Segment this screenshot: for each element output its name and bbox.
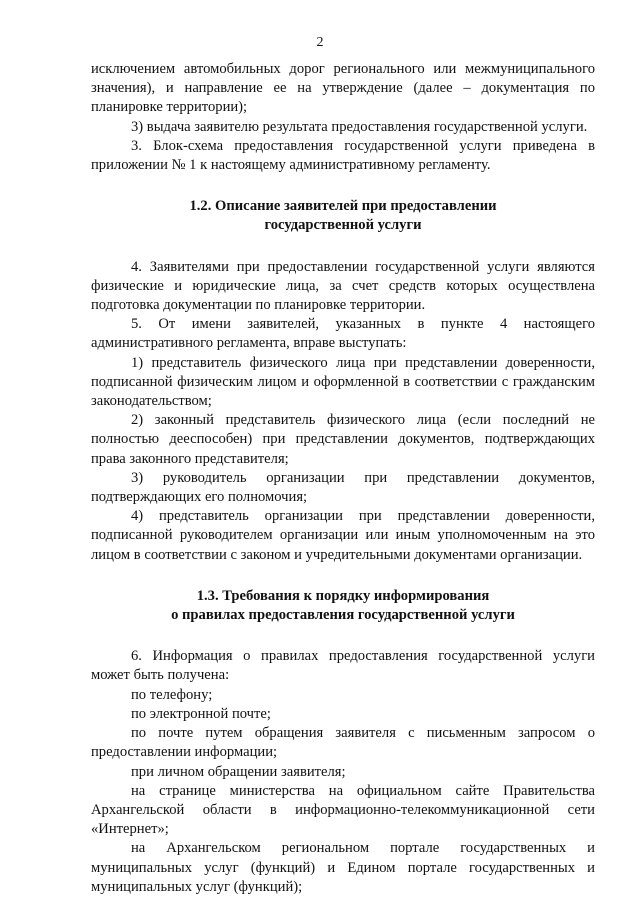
- section-heading-line: 1.3. Требования к порядку информирования: [196, 587, 490, 604]
- paragraph: 1) представитель физического лица при представлении доверенности, подписанной физическим лицом и оформленной в соответствии с гражданским законодательством;: [91, 354, 595, 410]
- page-number: 2: [316, 35, 324, 50]
- paragraph: по электронной почте;: [131, 705, 271, 722]
- paragraph: по почте путем обращения заявителя с письменным запросом о предоставлении информации;: [91, 725, 595, 761]
- section-heading-1-3: [91, 587, 595, 625]
- paragraph: по телефону;: [131, 686, 213, 703]
- paragraph: 3. Блок-схема предоставления государственной услуги приведена в приложении № 1 к настоящему административному регламенту.: [91, 137, 595, 174]
- section-heading-line: 1.2. Описание заявителей при предоставлении: [189, 198, 497, 215]
- paragraph: 3) руководитель организации при представлении документов, подтверждающих его полномочия;: [91, 469, 595, 506]
- section-body-1-2: [91, 258, 595, 565]
- paragraph: 6. Информация о правилах предоставления государственной услуги может быть получена:: [91, 648, 595, 684]
- section-heading-1-2: [91, 197, 595, 235]
- paragraph: 5. От имени заявителей, указанных в пункте 4 настоящего административного регламента, вправе выступать:: [91, 316, 595, 352]
- paragraph: на Архангельском региональном портале государственных и муниципальных услуг (функций) и Едином портале государственных и муниципальных услуг (функций);: [91, 840, 595, 895]
- paragraph: 4. Заявителями при предоставлении государственной услуги являются физические и юридические лица, за счет средств которых осуществлена подготовка документации по планировке территории.: [91, 258, 595, 314]
- paragraph: 3) выдача заявителю результата предоставления государственной услуги.: [131, 118, 588, 135]
- paragraph: 4) представитель организации при представлении доверенности, подписанной руководителем организации или иным уполномоченным на это лицом в соответствии с законом и учредительными документами организации.: [91, 508, 595, 563]
- section-body-1-3: [91, 647, 595, 897]
- document-body: [91, 60, 595, 897]
- paragraph: на странице министерства на официальном сайте Правительства Архангельской области в информационно-телекоммуникационной сети «Интернет»;: [91, 782, 595, 838]
- section-heading-line: о правилах предоставления государственной услуги: [171, 607, 515, 624]
- section-heading-line: государственной услуги: [264, 217, 422, 234]
- paragraph: исключением автомобильных дорог регионального или межмуниципального значения), и направление ее на утверждение (далее – документация по планировке территории);: [91, 61, 595, 116]
- paragraph: 2) законный представитель физического лица (если последний не полностью дееспособен) при представлении документов, подтверждающих права законного представителя;: [91, 412, 595, 467]
- paragraph: при личном обращении заявителя;: [131, 763, 346, 780]
